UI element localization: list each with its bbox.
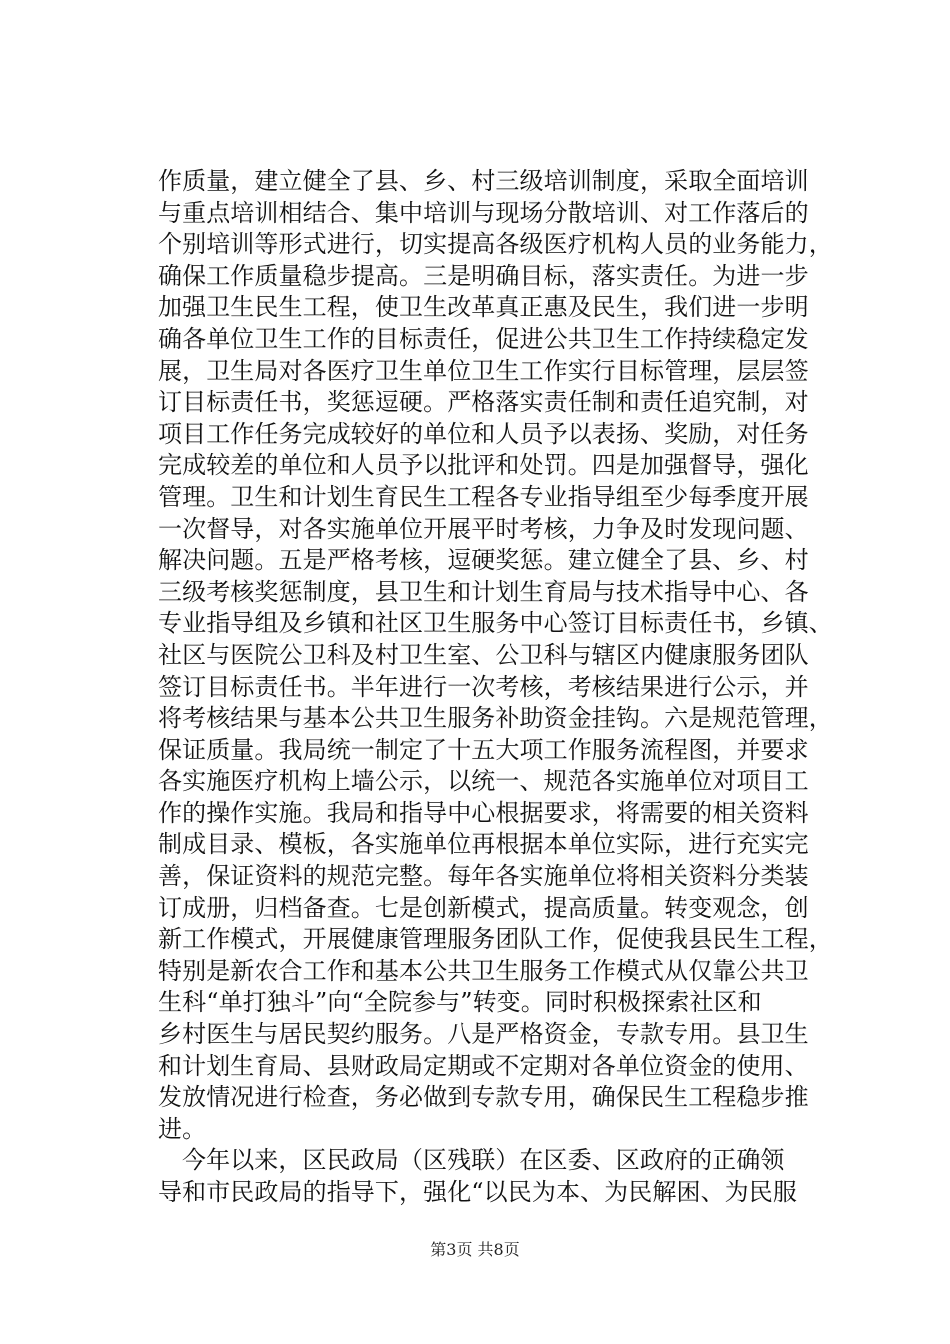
text-line: 生科“单打独斗”向“全院参与”转变。同时积极探索社区和: [158, 988, 762, 1017]
text-line: 和计划生育局、县财政局定期或不定期对各单位资金的使用、: [158, 1051, 809, 1080]
text-line: 展，卫生局对各医疗卫生单位卫生工作实行目标管理，层层签: [158, 356, 809, 385]
text-line: 作质量，建立健全了县、乡、村三级培训制度，采取全面培训: [158, 167, 809, 195]
text-line: 进。: [158, 1114, 207, 1143]
text-line: 新工作模式，开展健康管理服务团队工作，促使我县民生工程，: [158, 925, 833, 954]
text-line: 加强卫生民生工程，使卫生改革真正惠及民生，我们进一步明: [158, 293, 809, 322]
text-line: 将考核结果与基本公共卫生服务补助资金挂钩。六是规范管理，: [158, 704, 833, 733]
page-footer: [0, 1240, 950, 1260]
text-line: 项目工作任务完成较好的单位和人员予以表扬、奖励，对任务: [158, 419, 809, 448]
text-line: 与重点培训相结合、集中培训与现场分散培训、对工作落后的: [158, 198, 809, 227]
text-line: 导和市民政局的指导下，强化“以民为本、为民解困、为民服: [158, 1178, 797, 1206]
text-line: 作的操作实施。我局和指导中心根据要求，将需要的相关资料: [158, 798, 809, 827]
text-line: 保证质量。我局统一制定了十五大项工作服务流程图，并要求: [158, 735, 809, 764]
body-text: [158, 166, 838, 1209]
text-line: 订成册，归档备查。七是创新模式，提高质量。转变观念，创: [158, 893, 809, 922]
paragraph-start-line: 今年以来，区民政局（区残联）在区委、区政府的正确领: [182, 1146, 785, 1175]
text-line: 解决问题。五是严格考核，逗硬奖惩。建立健全了县、乡、村: [158, 546, 809, 575]
text-line: 签订目标责任书。半年进行一次考核，考核结果进行公示，并: [158, 672, 809, 701]
text-line: 社区与医院公卫科及村卫生室、公卫科与辖区内健康服务团队: [158, 640, 809, 669]
text-line: 专业指导组及乡镇和社区卫生服务中心签订目标责任书，乡镇、: [158, 609, 833, 638]
page-number: 第3页 共8页: [430, 1240, 520, 1259]
text-line: 三级考核奖惩制度，县卫生和计划生育局与技术指导中心、各: [158, 577, 809, 606]
text-line: 发放情况进行检查，务必做到专款专用，确保民生工程稳步推: [158, 1083, 809, 1112]
text-line: 特别是新农合工作和基本公共卫生服务工作模式从仅靠公共卫: [158, 956, 809, 985]
text-line: 乡村医生与居民契约服务。八是严格资金，专款专用。县卫生: [158, 1020, 809, 1049]
text-line: 一次督导，对各实施单位开展平时考核，力争及时发现问题、: [158, 514, 809, 543]
text-line: 各实施医疗机构上墙公示，以统一、规范各实施单位对项目工: [158, 767, 809, 796]
text-line: 订目标责任书，奖惩逗硬。严格落实责任制和责任追究制，对: [158, 388, 809, 417]
text-line: 确各单位卫生工作的目标责任，促进公共卫生工作持续稳定发: [158, 324, 809, 353]
text-line: 制成目录、模板，各实施单位再根据本单位实际，进行充实完: [158, 830, 809, 859]
text-line: 善，保证资料的规范完整。每年各实施单位将相关资料分类装: [158, 862, 809, 891]
text-line: 管理。卫生和计划生育民生工程各专业指导组至少每季度开展: [158, 482, 809, 511]
text-line: 完成较差的单位和人员予以批评和处罚。四是加强督导，强化: [158, 451, 809, 480]
text-line: 确保工作质量稳步提高。三是明确目标，落实责任。为进一步: [158, 261, 809, 290]
text-line: 个别培训等形式进行，切实提高各级医疗机构人员的业务能力，: [158, 230, 833, 259]
